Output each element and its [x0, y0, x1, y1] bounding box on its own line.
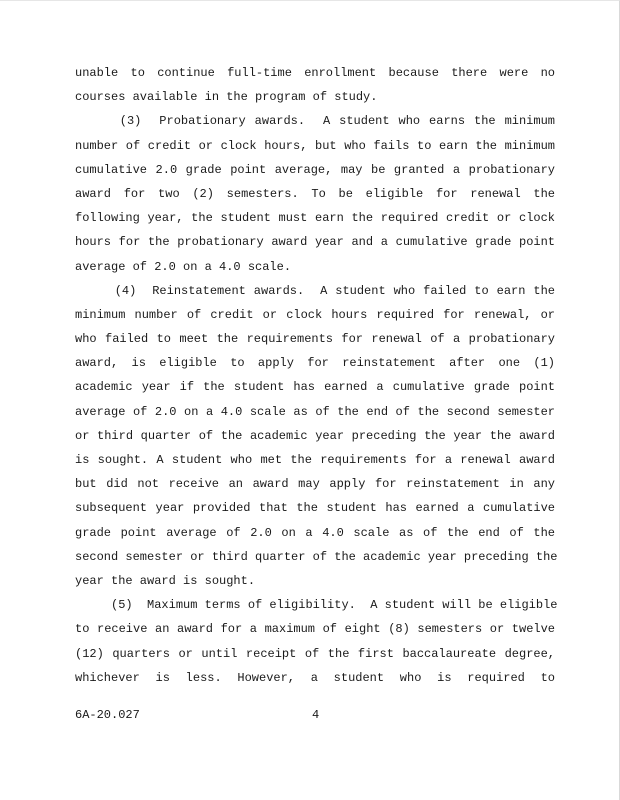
text-line: second semester or third quarter of the academic year preceding the — [75, 549, 558, 564]
text-line: who failed to meet the requirements for renewal of a probationary — [75, 332, 555, 347]
text-line: academic year if the student has earned a cumulative grade point — [75, 380, 555, 395]
text-line: but did not receive an award may apply for reinstatement in any — [75, 477, 555, 492]
text-line: following year, the student must earn the required credit or clock — [75, 211, 555, 226]
text-line: grade point average of 2.0 on a 4.0 scale as of the end of the — [75, 525, 555, 540]
text-line: unable to continue full-time enrollment because there were no — [75, 66, 555, 80]
text-line: cumulative 2.0 grade point average, may be granted a probationary — [75, 162, 555, 177]
page-number: 4 — [312, 708, 320, 722]
paragraph-5-start: (5) Maximum terms of eligibility. A student will be eligible — [75, 598, 558, 613]
text-line: to receive an award for a maximum of eight (8) semesters or twelve — [75, 622, 555, 637]
text-line: subsequent year provided that the student has earned a cumulative — [75, 501, 555, 516]
text-line: year the award is sought. — [75, 573, 256, 588]
text-line: (12) quarters or until receipt of the first baccalaureate degree, — [75, 646, 555, 661]
text-line: hours for the probationary award year and a cumulative grade point — [75, 235, 555, 250]
paragraph-3-start: (3) Probationary awards. A student who earns the minimum — [75, 114, 555, 129]
text-line: whichever is less. However, a student who is required to — [75, 670, 555, 685]
text-line: average of 2.0 on a 4.0 scale as of the end of the second semester — [75, 404, 555, 419]
text-line: or third quarter of the academic year preceding the year the award — [75, 428, 555, 443]
text-line: is sought. A student who met the requirements for a renewal award — [75, 453, 555, 467]
text-line: award for two (2) semesters. To be eligible for renewal the — [75, 186, 555, 201]
document-body — [75, 61, 558, 690]
text-line: minimum number of credit or clock hours required for renewal, or — [75, 307, 555, 322]
text-line: number of credit or clock hours, but who fails to earn the minimum — [75, 138, 555, 153]
rule-code: 6A-20.027 — [75, 708, 140, 722]
text-line: courses available in the program of study. — [75, 90, 378, 105]
paragraph-4-start: (4) Reinstatement awards. A student who failed to earn the — [75, 283, 555, 298]
text-line: average of 2.0 on a 4.0 scale. — [75, 259, 292, 274]
text-line: award, is eligible to apply for reinstatement after one (1) — [75, 356, 555, 371]
